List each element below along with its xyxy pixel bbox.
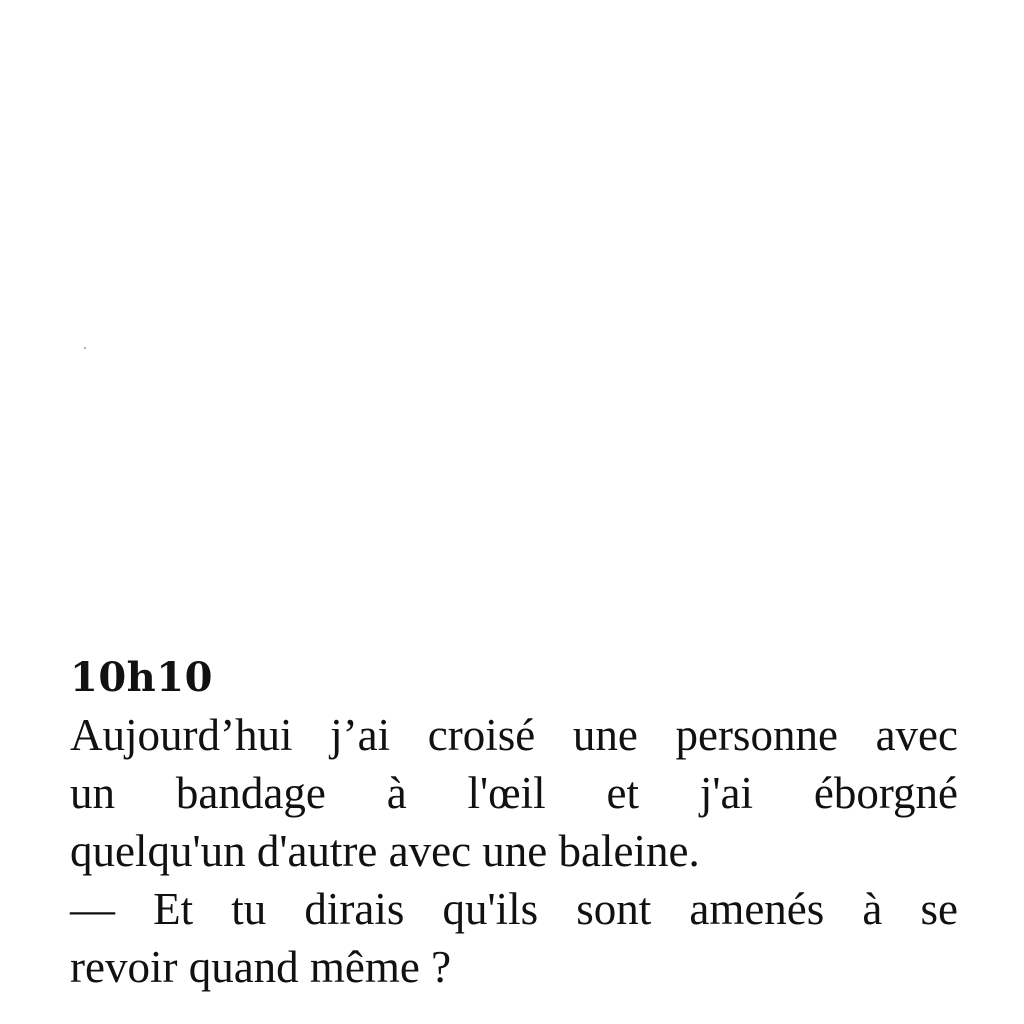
- note-time: 10h10: [70, 654, 213, 701]
- note-line: revoir quand même ?: [70, 942, 452, 992]
- note-block: [70, 650, 958, 996]
- note-text: [70, 706, 958, 996]
- note-line: quelqu'un d'autre avec une baleine.: [70, 826, 700, 876]
- note-line: un bandage à l'œil et j'ai éborgné: [70, 768, 958, 818]
- note-line: Aujourd’hui j’ai croisé une personne avec: [70, 710, 958, 760]
- page-speck: [84, 347, 86, 349]
- note-line: — Et tu dirais qu'ils sont amenés à se: [70, 884, 958, 934]
